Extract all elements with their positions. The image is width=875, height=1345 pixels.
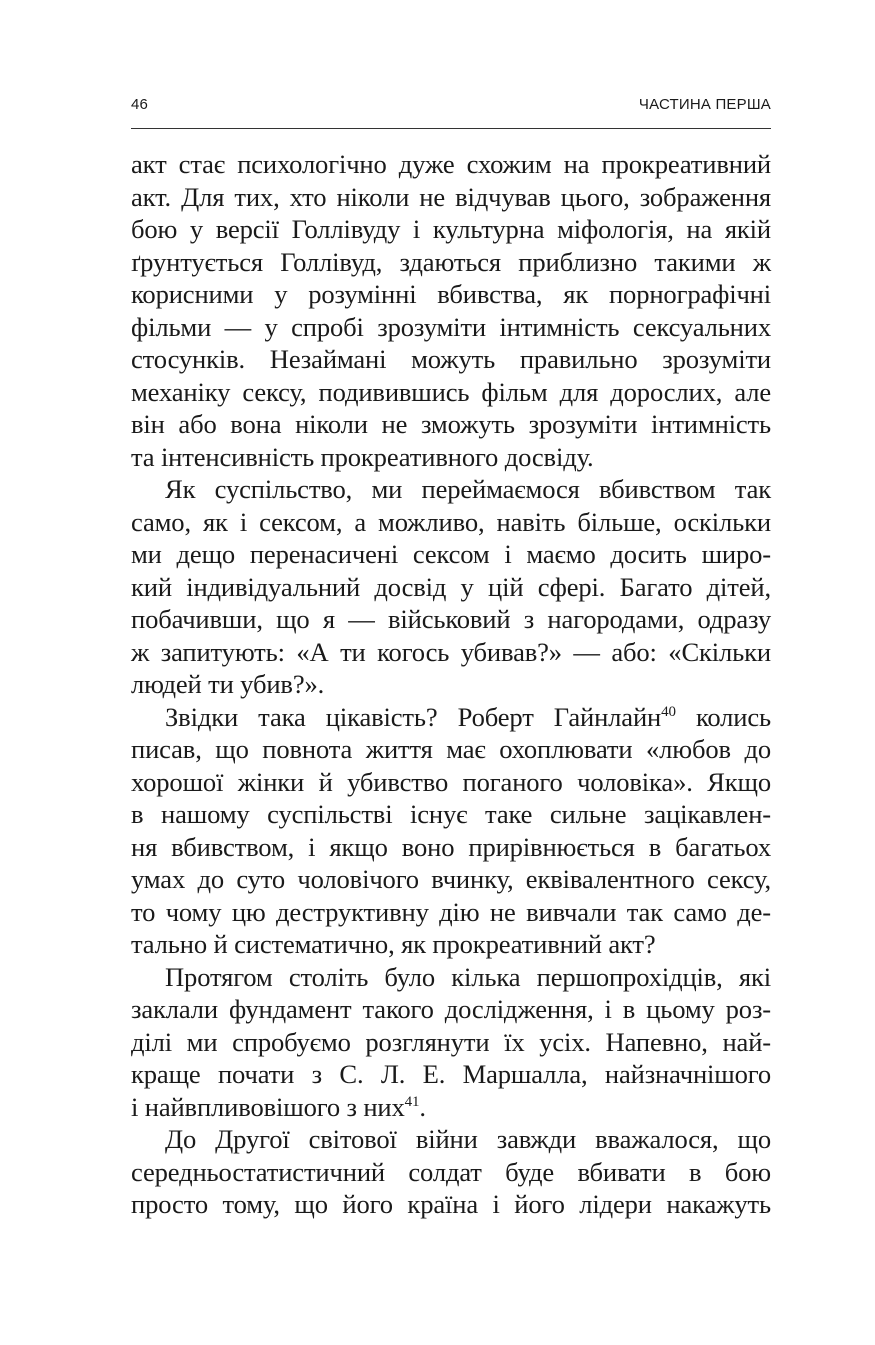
text-line: Як суспільство, ми переймаємося вбивством так [165,474,771,504]
text-line: писав, що повнота життя має охоплювати «любов до [131,734,771,764]
text-segment: колись [675,701,771,732]
text-line: середньостатистичний солдат буде вбивати в бою [131,1156,771,1187]
text-line: побачивши, що я — військовий з нагородами, одразу [131,604,771,634]
text-line: корисними у розумінні вбивства, як порнографічні [131,279,771,309]
paragraph [131,473,771,701]
text-line: просто тому, що його країна і його лідери накажуть [131,1189,771,1219]
body-text [131,148,771,1221]
footnote-marker: 41 [404,1093,420,1110]
text-line: заклали фундамент такого дослідження, і в цьому роз- [131,994,771,1024]
text-line: умах до суто чоловічого вчинку, еквівалентного сексу, [131,864,771,894]
text-line: тально й систематично, як прокреативний акт? [131,929,656,959]
text-line: Протягом століть було кілька першопрохідців, які [165,961,771,992]
paragraph [131,148,771,473]
text-line: в нашому суспільстві існує таке сильне зацікавлен- [131,799,771,829]
text-line: людей ти убив?». [131,669,325,699]
text-line [131,1091,771,1124]
section-title: ЧАСТИНА ПЕРША [638,96,771,113]
text-line: він або вона ніколи не зможуть зрозуміти інтимність [131,409,771,439]
footnote-marker: 40 [661,703,676,720]
text-line: ділі ми спробуємо розглянути їх усіх. Напевно, най- [131,1026,771,1057]
paragraph [131,1123,771,1221]
text-line: то чому цю деструктивну дію не вивчали так само де- [131,896,771,927]
text-line: бою у версії Голлівуду і культурна міфологія, на якій [131,214,771,244]
text-line: кий індивідуальний досвід у цій сфері. Багато дітей, [131,571,771,602]
running-head [131,96,771,118]
text-line: До Другої світової війни завжди вважалося, що [165,1124,771,1154]
text-line: механіку сексу, подивившись фільм для дорослих, але [131,376,771,407]
text-line: ми дещо перенасичені сексом і маємо досить широ- [131,539,771,569]
text-line: акт стає психологічно дуже схожим на прокреативний [131,149,771,179]
paragraph [131,701,771,961]
text-line: ж запитують: «А ти когось убивав?» — або: «Скільки [131,636,771,667]
text-segment: і найвпливовішого з них [131,1091,405,1122]
text-segment: . [419,1091,426,1122]
text-line: ня вбивством, і якщо воно прирівнюється в багатьох [131,831,771,862]
text-line: акт. Для тих, хто ніколи не відчував цього, зображення [131,181,771,212]
text-line: хорошої жінки й убивство поганого чоловіка». Якщо [131,766,771,797]
text-line: фільми — у спробі зрозуміти інтимність сексуальних [131,311,771,342]
text-line: та інтенсивність прокреативного досвіду. [131,441,594,472]
text-segment: Звідки така цікавість? Роберт Гайнлайн [165,701,662,732]
page-number: 46 [131,96,149,113]
text-line [131,701,771,734]
text-line: краще почати з С. Л. Е. Маршалла, найзначнішого [131,1059,771,1089]
text-line: стосунків. Незаймані можуть правильно зрозуміти [131,344,771,374]
text-line: само, як і сексом, а можливо, навіть більше, оскільки [131,506,771,537]
paragraph [131,961,771,1124]
text-line: ґрунтується Голлівуд, здаються приблизно такими ж [131,246,771,277]
header-rule [131,128,771,129]
